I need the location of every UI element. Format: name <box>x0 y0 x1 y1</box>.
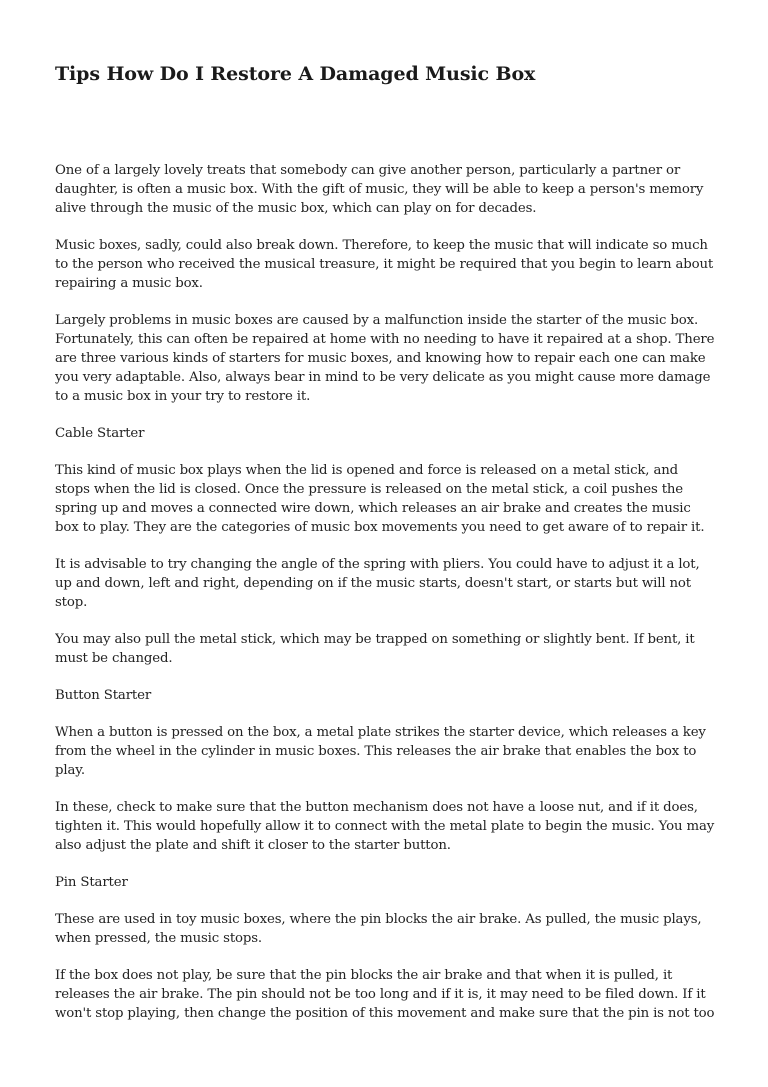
paragraph-starter-problems: Largely problems in music boxes are caused by a malfunction inside the starter of the music box. Fortunately, this can often be repaired at home with no needing to have it repaired at a shop. There are three various kinds of starters for music boxes, and knowing how to repair each one can make you very adaptable. Also, always bear in mind to be very delicate as you might cause more damage to a music box in your try to restore it. <box>55 313 715 404</box>
document-page <box>55 0 715 1087</box>
paragraph-pin-starter-description: These are used in toy music boxes, where the pin blocks the air brake. As pulled, the music plays, when pressed, the music stops. <box>55 912 702 946</box>
paragraph-cable-starter-description: This kind of music box plays when the lid is opened and force is released on a metal stick, and stops when the lid is closed. Once the pressure is released on the metal stick, a coil pushes the spring up and moves a connected wire down, which releases an air brake and creates the music box to play. They are the categories of music box movements you need to get aware of to repair it. <box>55 463 705 535</box>
section-heading-pin-starter: Pin Starter <box>55 875 128 890</box>
section-heading-cable-starter: Cable Starter <box>55 426 145 441</box>
paragraph-cable-starter-spring: It is advisable to try changing the angle of the spring with pliers. You could have to adjust it a lot, up and down, left and right, depending on if the music starts, doesn't start, or starts but will not stop. <box>55 557 700 610</box>
paragraph-button-starter-description: When a button is pressed on the box, a metal plate strikes the starter device, which releases a key from the wheel in the cylinder in music boxes. This releases the air brake that enables the box to play. <box>55 725 706 778</box>
paragraph-pin-starter-repair: If the box does not play, be sure that the pin blocks the air brake and that when it is pulled, it releases the air brake. The pin should not be too long and if it is, it may need to be filed down. If it won't stop playing, then change the position of this movement and make sure that the pin is not too <box>55 968 715 1021</box>
document-title: Tips How Do I Restore A Damaged Music Box <box>55 63 536 85</box>
document-body <box>55 161 715 1023</box>
paragraph-intro: One of a largely lovely treats that somebody can give another person, particularly a partner or daughter, is often a music box. With the gift of music, they will be able to keep a person's memory alive through the music of the music box, which can play on for decades. <box>55 163 704 216</box>
paragraph-button-starter-repair: In these, check to make sure that the button mechanism does not have a loose nut, and if it does, tighten it. This would hopefully allow it to connect with the metal plate to begin the music. You may also adjust the plate and shift it closer to the starter button. <box>55 800 715 853</box>
paragraph-cable-starter-stick: You may also pull the metal stick, which may be trapped on something or slightly bent. If bent, it must be changed. <box>55 632 695 666</box>
section-heading-button-starter: Button Starter <box>55 688 152 703</box>
paragraph-break-down: Music boxes, sadly, could also break down. Therefore, to keep the music that will indicate so much to the person who received the musical treasure, it might be required that you begin to learn about repairing a music box. <box>55 238 714 291</box>
